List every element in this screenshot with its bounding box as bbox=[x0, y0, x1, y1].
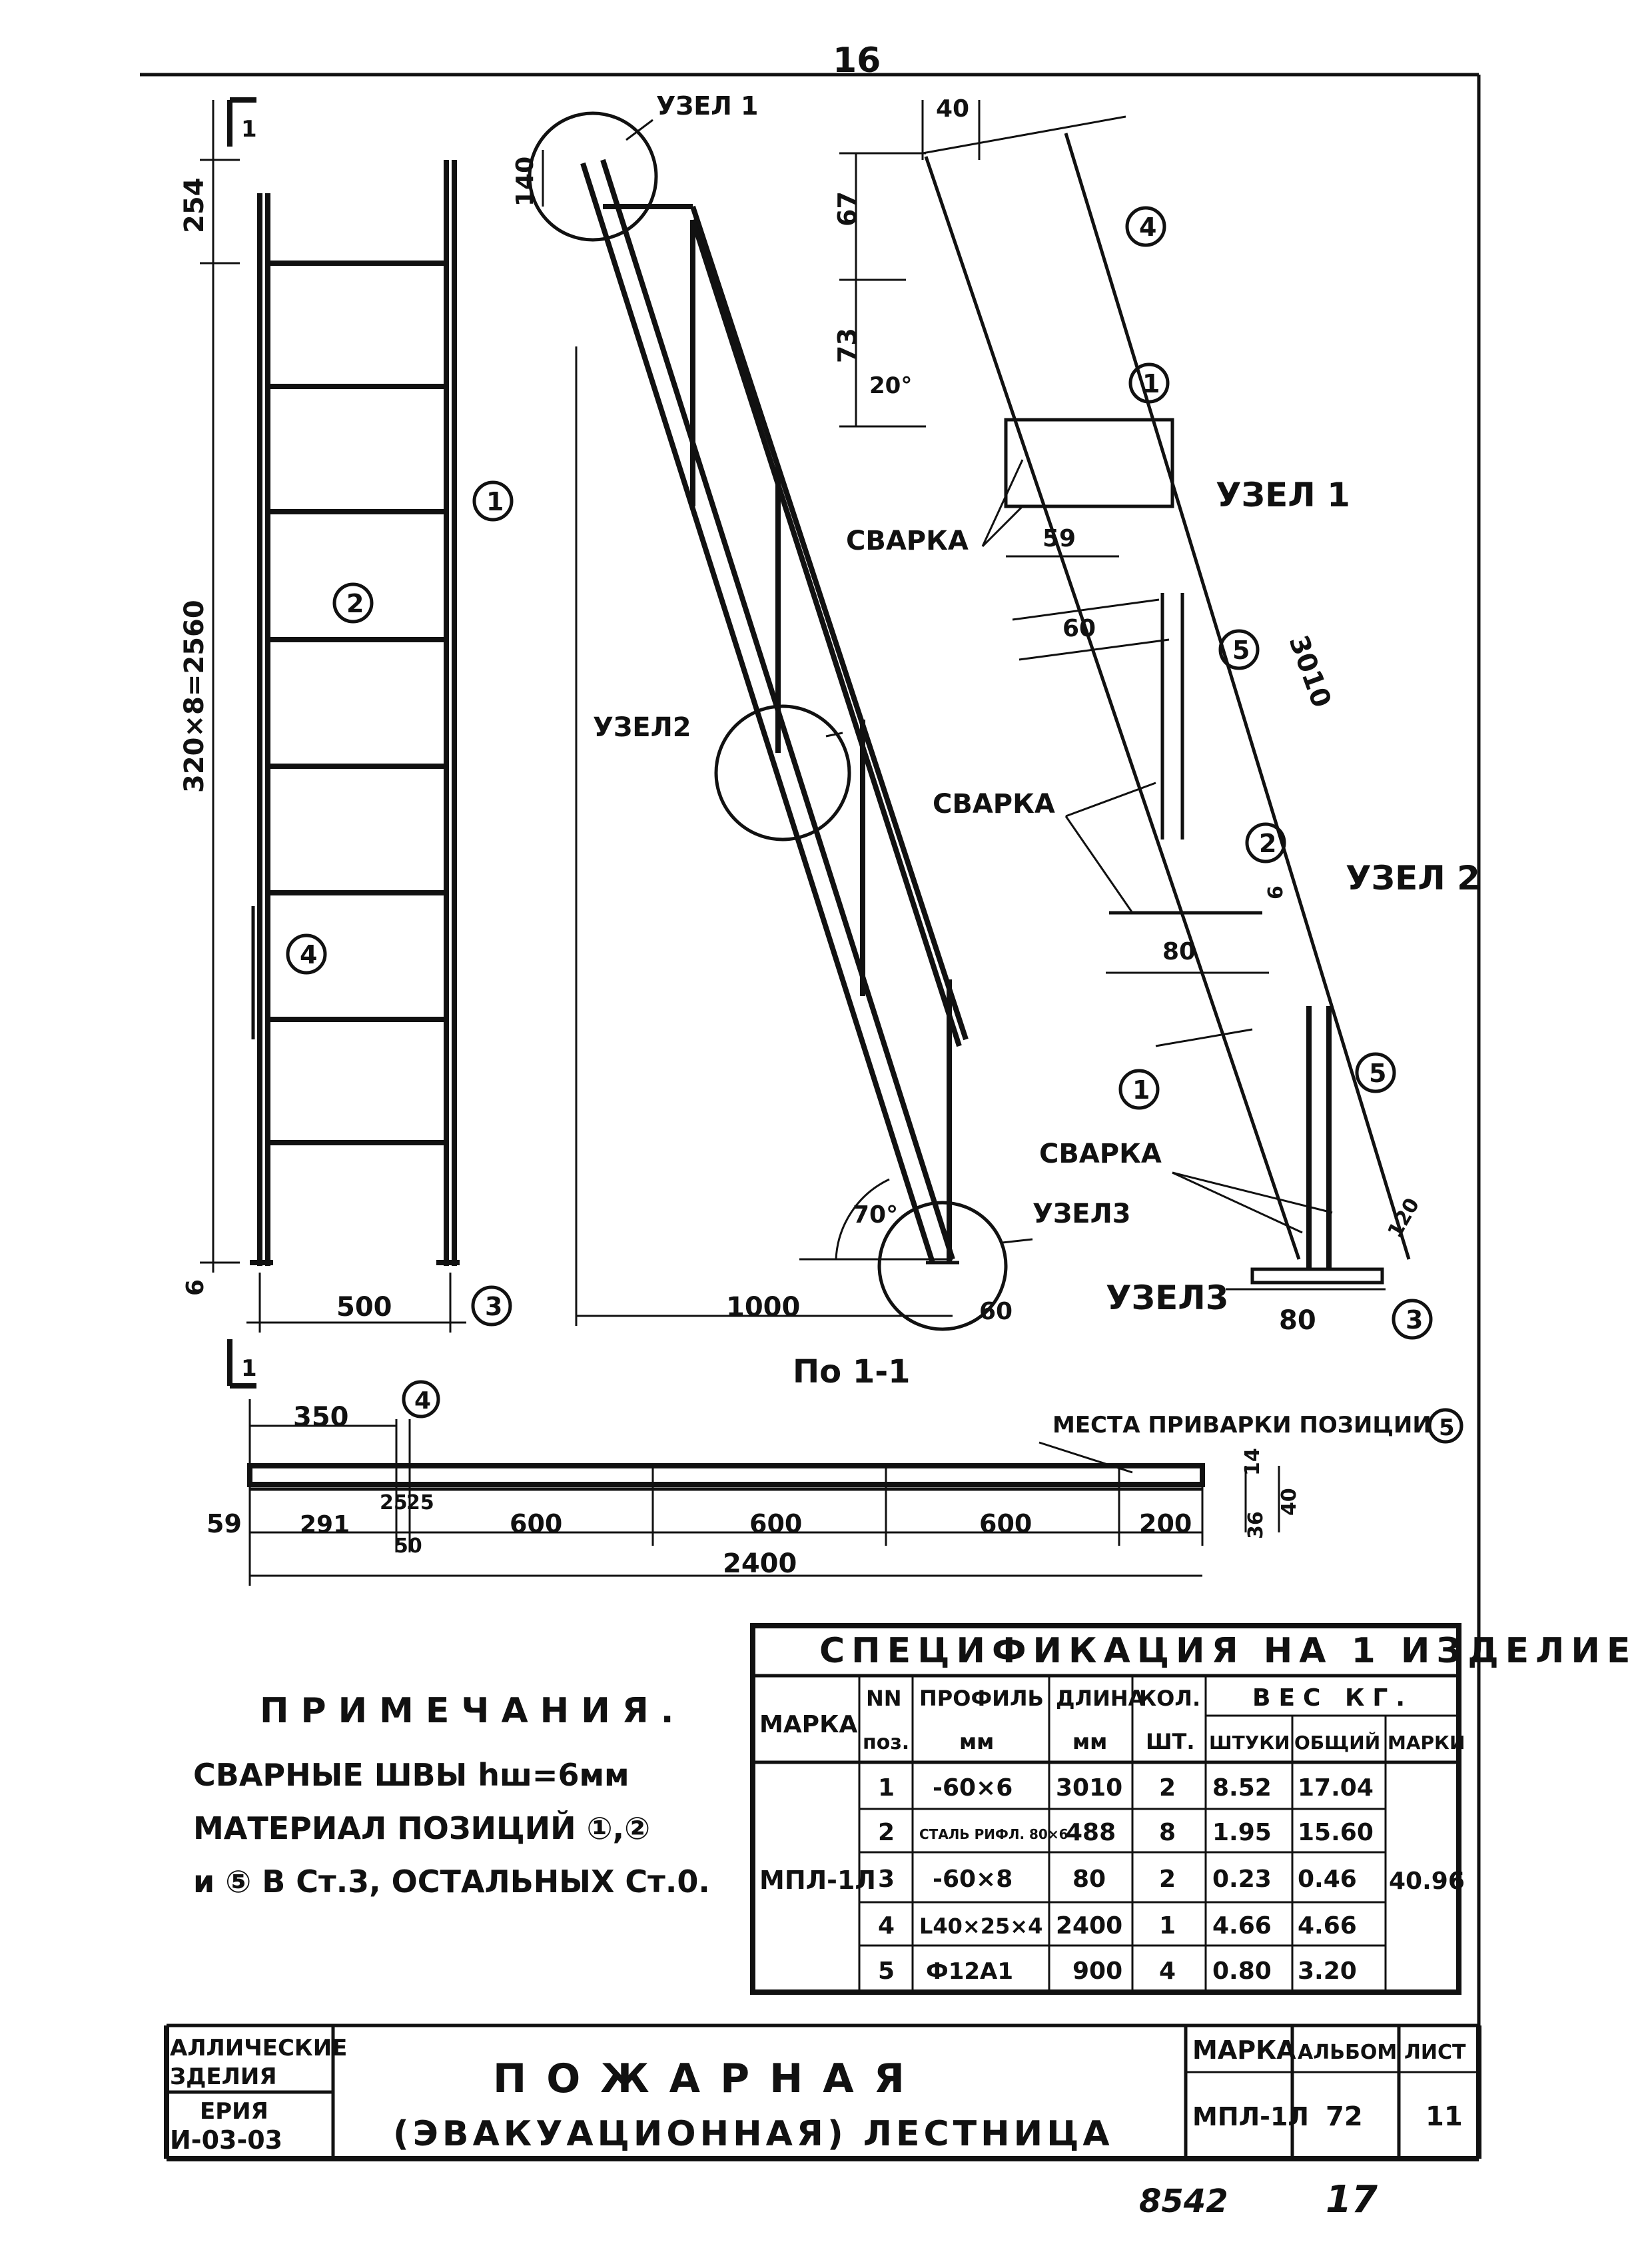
node-dim-73: 73 bbox=[833, 328, 862, 363]
tb-left4: И-03-03 bbox=[170, 2125, 283, 2155]
spec-h-kol-unit: ШТ. bbox=[1146, 1729, 1195, 1754]
side-angle-70: 70° bbox=[853, 1201, 899, 1229]
front-dim-500: 500 bbox=[336, 1292, 392, 1323]
spec-row1-poz: 1 bbox=[878, 1774, 895, 1802]
node-dim-3010: 3010 bbox=[1282, 631, 1337, 712]
node-dim-60: 60 bbox=[1062, 615, 1096, 642]
node-dim-80b: 80 bbox=[1279, 1305, 1316, 1336]
spec-row1-kol: 2 bbox=[1159, 1774, 1176, 1802]
notes-heading: ПРИМЕЧАНИЯ. bbox=[260, 1691, 686, 1731]
tb-marka-label: МАРКА bbox=[1192, 2035, 1296, 2065]
spec-h-profil-unit: мм bbox=[959, 1729, 995, 1754]
detail-pos-3: 3 bbox=[1406, 1305, 1424, 1335]
front-dim-height: 320×8=2560 bbox=[179, 600, 210, 793]
section-mark-top: 1 bbox=[241, 116, 257, 143]
spec-row4-sht: 4.66 bbox=[1212, 1912, 1272, 1940]
detail-pos-1a: 1 bbox=[1142, 369, 1160, 398]
spec-h-marka: МАРКА bbox=[759, 1711, 858, 1738]
plan-dim-600a: 600 bbox=[510, 1509, 563, 1538]
spec-title: СПЕЦИФИКАЦИЯ НА 1 ИЗДЕЛИЕ bbox=[819, 1631, 1637, 1671]
spec-row5-dlina: 900 bbox=[1072, 1958, 1123, 1985]
weld-label-3: СВАРКА bbox=[1039, 1139, 1162, 1169]
node-dim-120: 120 bbox=[1383, 1194, 1425, 1242]
spec-row5-profil: Ф12А1 bbox=[926, 1958, 1014, 1985]
detail-pos-4: 4 bbox=[1139, 213, 1157, 242]
plan-dim-36: 36 bbox=[1244, 1511, 1268, 1539]
notes-line3: и ⑤ В Ст.3, ОСТАЛЬНЫХ Ст.0. bbox=[193, 1864, 710, 1900]
tb-list-label: ЛИСТ bbox=[1404, 2041, 1466, 2064]
pos-2-label: 2 bbox=[346, 589, 364, 618]
plan-dim-50: 50 bbox=[394, 1534, 422, 1558]
detail-uzel3-label: УЗЕЛ3 bbox=[1106, 1279, 1229, 1317]
front-dim-254: 254 bbox=[179, 177, 210, 233]
spec-row3-dlina: 80 bbox=[1072, 1866, 1106, 1893]
notes-line1: СВАРНЫЕ ШВЫ hш=6мм bbox=[193, 1757, 629, 1793]
plan-dim-14: 14 bbox=[1241, 1448, 1264, 1476]
tb-left2: ЗДЕЛИЯ bbox=[170, 2063, 277, 2090]
plan-pos-4: 4 bbox=[414, 1387, 432, 1414]
plan-dim-200: 200 bbox=[1139, 1509, 1192, 1538]
tb-marka-value: МПЛ-1Л bbox=[1192, 2102, 1309, 2131]
spec-row5-obsh: 3.20 bbox=[1298, 1958, 1357, 1985]
tb-list-value: 11 bbox=[1426, 2101, 1463, 2132]
spec-row3-poz: 3 bbox=[878, 1866, 895, 1893]
plan-dim-350: 350 bbox=[293, 1402, 349, 1432]
plan-dim-25b: 25 bbox=[406, 1491, 434, 1514]
detail-uzel2-label: УЗЕЛ 2 bbox=[1346, 859, 1480, 897]
spec-row3-kol: 2 bbox=[1159, 1866, 1176, 1893]
plan-dim-40: 40 bbox=[1278, 1488, 1301, 1516]
spec-h-shtuki: ШТУКИ bbox=[1209, 1732, 1290, 1754]
plan-dim-291: 291 bbox=[300, 1511, 350, 1538]
spec-row1-obsh: 17.04 bbox=[1298, 1774, 1374, 1802]
spec-row1-dlina: 3010 bbox=[1056, 1774, 1123, 1802]
spec-h-ves: ВЕС КГ. bbox=[1252, 1684, 1414, 1712]
plan-weld-note: МЕСТА ПРИВАРКИ ПОЗИЦИИ bbox=[1052, 1412, 1432, 1438]
detail-uzel1-label: УЗЕЛ 1 bbox=[1216, 476, 1350, 514]
detail-pos-5a: 5 bbox=[1232, 636, 1250, 665]
spec-h-obshchiy: ОБЩИЙ bbox=[1294, 1732, 1381, 1754]
plan-dim-25a: 25 bbox=[380, 1491, 408, 1514]
plan-dim-59: 59 bbox=[206, 1509, 242, 1538]
tb-album-value: 72 bbox=[1326, 2101, 1363, 2132]
spec-row5-sht: 0.80 bbox=[1212, 1958, 1272, 1985]
spec-row5-kol: 4 bbox=[1159, 1958, 1176, 1985]
spec-row2-sht: 1.95 bbox=[1212, 1819, 1272, 1846]
detail-pos-5b: 5 bbox=[1369, 1059, 1387, 1088]
spec-row5-poz: 5 bbox=[878, 1958, 895, 1985]
side-dim-60: 60 bbox=[979, 1298, 1013, 1325]
plan-pos-5: 5 bbox=[1439, 1414, 1455, 1441]
spec-row4-dlina: 2400 bbox=[1056, 1912, 1123, 1940]
spec-marka-value: МПЛ-1Л bbox=[759, 1866, 876, 1895]
spec-row2-dlina: 488 bbox=[1066, 1819, 1116, 1846]
side-dim-140: 140 bbox=[512, 156, 539, 207]
plan-dim-600c: 600 bbox=[979, 1509, 1032, 1538]
spec-row4-obsh: 4.66 bbox=[1298, 1912, 1357, 1940]
pos-4-label: 4 bbox=[300, 940, 318, 969]
tb-title2: (ЭВАКУАЦИОННАЯ) ЛЕСТНИЦА bbox=[393, 2114, 1114, 2154]
node-dim-6: 6 bbox=[1264, 885, 1288, 899]
spec-row1-sht: 8.52 bbox=[1212, 1774, 1272, 1802]
spec-row1-profil: -60×6 bbox=[933, 1774, 1013, 1802]
pos-1-label: 1 bbox=[486, 487, 504, 516]
spec-h-marki: МАРКИ bbox=[1388, 1732, 1465, 1754]
spec-row2-poz: 2 bbox=[878, 1819, 895, 1846]
node-dim-59: 59 bbox=[1042, 525, 1076, 552]
spec-h-nn: NN bbox=[866, 1686, 902, 1711]
spec-total-weight: 40.96 bbox=[1389, 1868, 1465, 1895]
spec-h-dlina: ДЛИНА bbox=[1056, 1686, 1145, 1711]
spec-h-kol: КОЛ. bbox=[1139, 1686, 1201, 1711]
weld-label-2: СВАРКА bbox=[933, 789, 1055, 820]
footer-page: 17 bbox=[1326, 2178, 1378, 2221]
node-dim-67: 67 bbox=[833, 191, 862, 227]
side-dim-1000: 1000 bbox=[726, 1292, 801, 1323]
front-view bbox=[200, 100, 512, 1386]
spec-row2-profil: СТАЛЬ РИФЛ. 80×6 bbox=[919, 1826, 1068, 1842]
spec-row2-obsh: 15.60 bbox=[1298, 1819, 1374, 1846]
weld-label-1: СВАРКА bbox=[846, 526, 969, 556]
front-dim-6: 6 bbox=[182, 1279, 209, 1296]
spec-row4-profil: L40×25×4 bbox=[919, 1914, 1043, 1939]
spec-row2-kol: 8 bbox=[1159, 1819, 1176, 1846]
tb-title1: ПОЖАРНАЯ bbox=[493, 2055, 925, 2102]
spec-row3-obsh: 0.46 bbox=[1298, 1866, 1357, 1893]
spec-row3-profil: -60×8 bbox=[933, 1866, 1013, 1893]
section-caption: По 1-1 bbox=[793, 1353, 911, 1391]
side-uzel1-label: УЗЕЛ 1 bbox=[656, 91, 759, 121]
plan-dim-600b: 600 bbox=[749, 1509, 803, 1538]
spec-h-dlina-unit: мм bbox=[1072, 1729, 1108, 1754]
tb-album-label: АЛЬБОМ bbox=[1298, 2041, 1398, 2064]
spec-row4-poz: 4 bbox=[878, 1912, 895, 1940]
side-uzel2-label: УЗЕЛ2 bbox=[593, 712, 691, 743]
spec-row3-sht: 0.23 bbox=[1212, 1866, 1272, 1893]
detail-pos-1b: 1 bbox=[1132, 1075, 1150, 1105]
detail-pos-2: 2 bbox=[1259, 829, 1277, 858]
spec-h-profil: ПРОФИЛЬ bbox=[919, 1686, 1044, 1711]
spec-row4-kol: 1 bbox=[1159, 1912, 1176, 1940]
plan-dim-2400: 2400 bbox=[723, 1548, 797, 1579]
notes-line2: МАТЕРИАЛ ПОЗИЦИЙ ①,② bbox=[193, 1810, 651, 1846]
spec-h-poz: поз. bbox=[863, 1731, 910, 1754]
node-dim-80a: 80 bbox=[1162, 938, 1196, 965]
side-uzel3-label: УЗЕЛ3 bbox=[1032, 1199, 1131, 1229]
section-mark-bottom: 1 bbox=[241, 1355, 257, 1382]
node-dim-40: 40 bbox=[936, 95, 970, 123]
page-number: 16 bbox=[833, 41, 881, 81]
footer-code: 8542 bbox=[1139, 2183, 1228, 2220]
node-dim-20deg: 20° bbox=[869, 372, 913, 399]
tb-left3: ЕРИЯ bbox=[200, 2098, 268, 2125]
pos-3-label: 3 bbox=[485, 1292, 503, 1321]
tb-left1: АЛЛИЧЕСКИЕ bbox=[170, 2035, 348, 2061]
